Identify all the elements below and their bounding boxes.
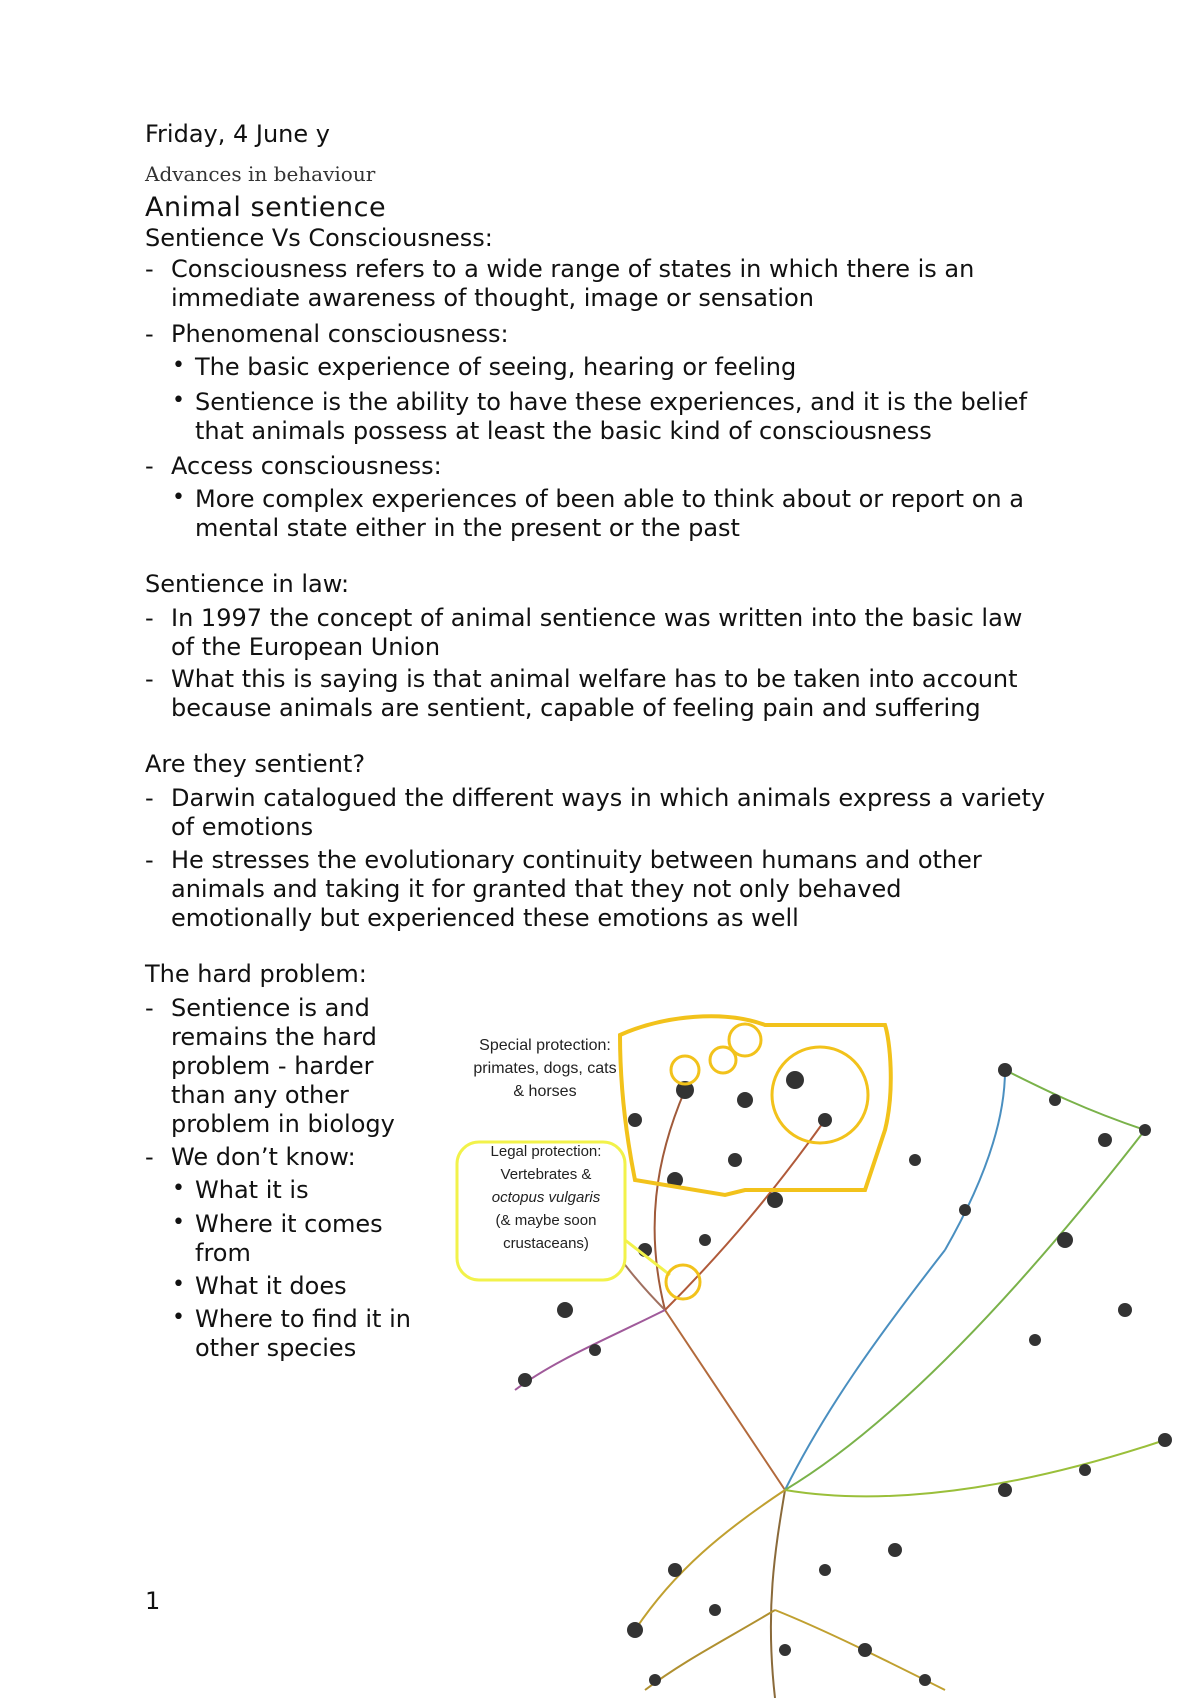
list-item: from: [195, 1239, 251, 1267]
list-item: animals and taking it for granted that they not only behaved: [171, 875, 902, 903]
list-item: of the European Union: [171, 633, 441, 661]
bullet-marker: •: [172, 1176, 185, 1201]
dash-marker: -: [145, 846, 154, 874]
dash-marker: -: [145, 604, 154, 632]
dash-marker: -: [145, 320, 154, 348]
list-item: problem in biology: [171, 1110, 395, 1138]
date-line: Friday, 4 June y: [145, 120, 330, 148]
bullet-marker: •: [172, 485, 185, 510]
legal-label-line: Vertebrates &: [500, 1166, 592, 1183]
course-name: Advances in behaviour: [145, 162, 376, 186]
list-item: In 1997 the concept of animal sentience was written into the basic law: [171, 604, 1023, 632]
dash-marker: -: [145, 665, 154, 693]
list-item: than any other: [171, 1081, 349, 1109]
list-item: Where to find it in: [195, 1305, 411, 1333]
list-item: emotionally but experienced these emotions as well: [171, 904, 799, 932]
section-heading: Sentience Vs Consciousness:: [145, 224, 493, 252]
list-item: that animals possess at least the basic kind of consciousness: [195, 417, 932, 445]
bullet-marker: •: [172, 388, 185, 413]
bullet-marker: •: [172, 1272, 185, 1297]
list-item: mental state either in the present or the past: [195, 514, 740, 542]
section-heading: The hard problem:: [145, 960, 367, 988]
list-item: immediate awareness of thought, image or sensation: [171, 284, 814, 312]
list-item: remains the hard: [171, 1023, 377, 1051]
special-label-line: Special protection:: [479, 1037, 611, 1054]
bullet-marker: •: [172, 1305, 185, 1330]
highlight-circle: [671, 1056, 699, 1084]
list-item: We don’t know:: [171, 1143, 356, 1171]
list-item: What this is saying is that animal welfare has to be taken into account: [171, 665, 1018, 693]
special-protection-label: [460, 1034, 630, 1103]
dash-marker: -: [145, 452, 154, 480]
list-item: What it is: [195, 1176, 309, 1204]
legal-label-line: octopus vulgaris: [491, 1189, 601, 1206]
list-item: Sentience is the ability to have these experiences, and it is the belief: [195, 388, 1028, 416]
list-item: Phenomenal consciousness:: [171, 320, 509, 348]
list-item: He stresses the evolutionary continuity between humans and other: [171, 846, 982, 874]
legal-label-line: Legal protection:: [490, 1143, 602, 1160]
section-heading: Are they sentient?: [145, 750, 366, 778]
list-item: other species: [195, 1334, 357, 1362]
legal-protection-label: [462, 1140, 630, 1255]
highlight-circle: [666, 1265, 700, 1299]
highlight-circle: [729, 1024, 761, 1056]
list-item: problem - harder: [171, 1052, 374, 1080]
list-item: Sentience is and: [171, 994, 370, 1022]
list-item: Access consciousness:: [171, 452, 442, 480]
page-title: Animal sentience: [145, 192, 387, 223]
section-heading: Sentience in law:: [145, 570, 350, 598]
legal-label-line: (& maybe soon: [495, 1212, 597, 1229]
list-item: because animals are sentient, capable of feeling pain and suffering: [171, 694, 981, 722]
dash-marker: -: [145, 994, 154, 1022]
special-label-line: primates, dogs, cats: [473, 1060, 617, 1077]
page-number: 1: [145, 1587, 161, 1615]
list-item: What it does: [195, 1272, 347, 1300]
special-label-line: & horses: [513, 1083, 577, 1100]
dash-marker: -: [145, 784, 154, 812]
list-item: Darwin catalogued the different ways in which animals express a variety: [171, 784, 1046, 812]
dash-marker: -: [145, 255, 154, 283]
list-item: Consciousness refers to a wide range of states in which there is an: [171, 255, 975, 283]
list-item: of emotions: [171, 813, 314, 841]
list-item: More complex experiences of been able to think about or report on a: [195, 485, 1024, 513]
bullet-marker: •: [172, 353, 185, 378]
legal-label-line: crustaceans): [503, 1235, 589, 1252]
list-item: The basic experience of seeing, hearing or feeling: [195, 353, 797, 381]
dash-marker: -: [145, 1143, 154, 1171]
list-item: Where it comes: [195, 1210, 383, 1238]
bullet-marker: •: [172, 1210, 185, 1235]
tree-of-life-figure: [445, 1010, 1200, 1698]
